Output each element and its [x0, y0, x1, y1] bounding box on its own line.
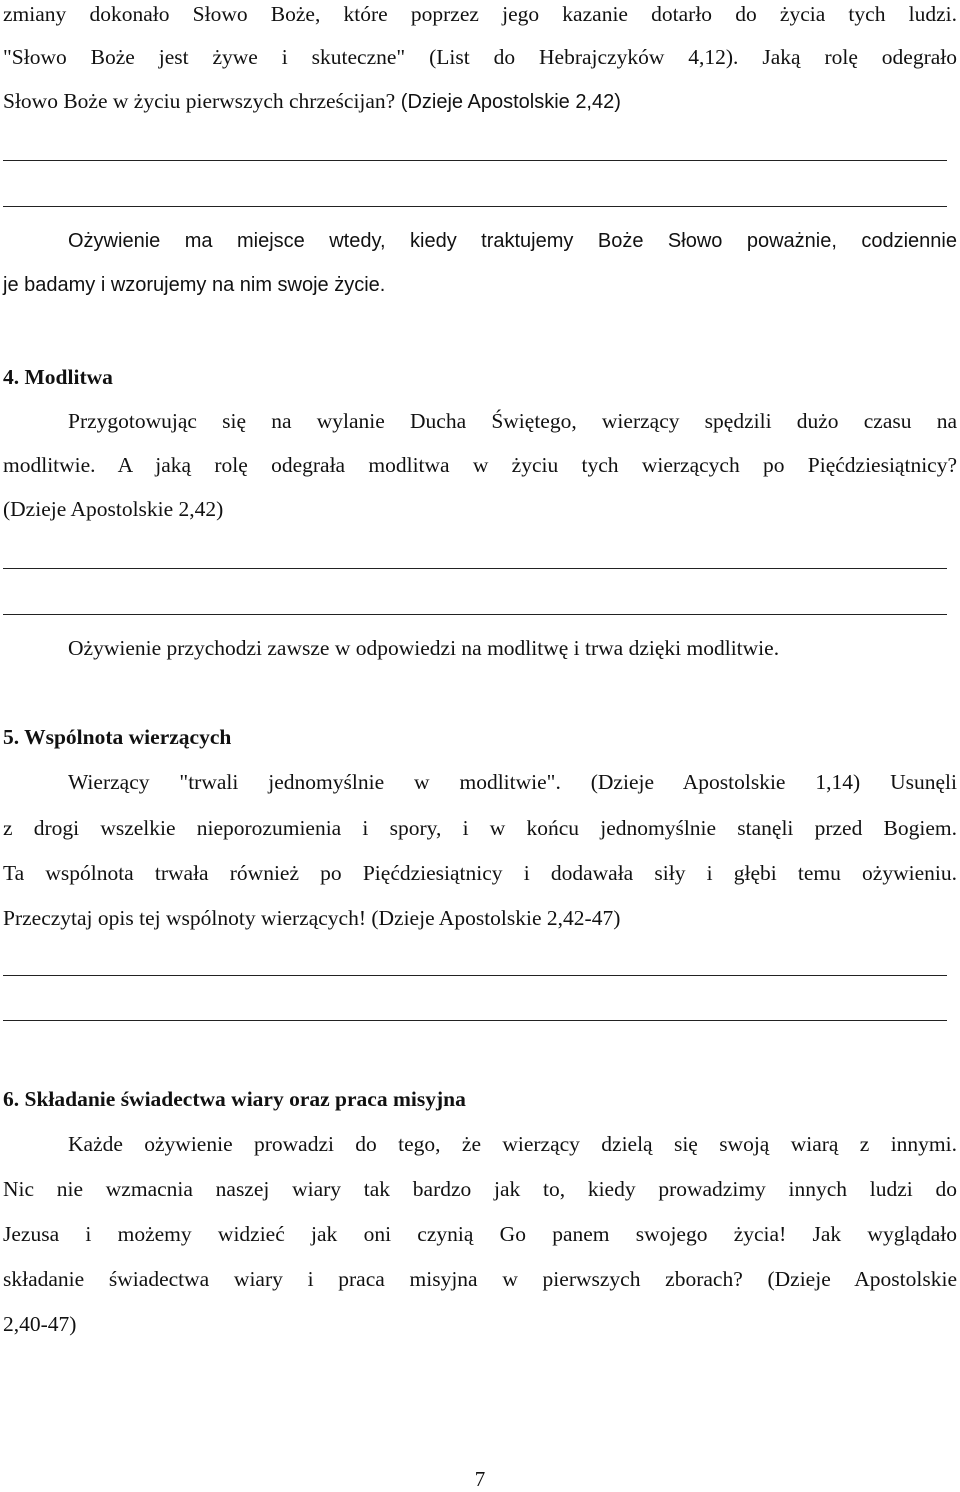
- answer-line[interactable]: [3, 160, 947, 161]
- section-6-line-5: 2,40-47): [3, 1312, 77, 1336]
- section-5-line-2: z drogi wszelkie nieporozumienia i spory, i w końcu jednomyślnie stanęli przed Bogiem.: [3, 816, 957, 840]
- section-6-line-3: Jezusa i możemy widzieć jak oni czynią Go panem swojego życia! Jak wyglądało: [3, 1222, 957, 1246]
- page-number: 7: [474, 1467, 486, 1491]
- section-6-heading: 6. Składanie świadectwa wiary oraz praca misyjna: [3, 1087, 466, 1111]
- section-5-line-4: Przeczytaj opis tej wspólnoty wierzących! (Dzieje Apostolskie 2,42-47): [3, 906, 621, 930]
- section-6-line-4: składanie świadectwa wiary i praca misyjna w pierwszych zborach? (Dzieje Apostolskie: [3, 1267, 957, 1291]
- answer-line[interactable]: [3, 568, 947, 569]
- answer-line[interactable]: [3, 1020, 947, 1021]
- intro-note-line-1: Ożywienie ma miejsce wtedy, kiedy traktujemy Boże Słowo poważnie, codziennie: [68, 230, 957, 252]
- section-5-line-3: Ta wspólnota trwała również po Pięćdziesiątnicy i dodawała siły i głębi temu ożywieniu.: [3, 861, 957, 885]
- intro-line-1: zmiany dokonało Słowo Boże, które poprzez jego kazanie dotarło do życia tych ludzi.: [3, 2, 957, 26]
- intro-question: Słowo Boże w życiu pierwszych chrześcijan?: [3, 89, 396, 113]
- section-5-line-1: Wierzący "trwali jednomyślnie w modlitwie". (Dzieje Apostolskie 1,14) Usunęli: [68, 770, 957, 794]
- intro-line-2: "Słowo Boże jest żywe i skuteczne" (List do Hebrajczyków 4,12). Jaką rolę odegrało: [3, 45, 957, 69]
- answer-line[interactable]: [3, 614, 947, 615]
- section-4-line-2: modlitwie. A jaką rolę odegrała modlitwa w życiu tych wierzących po Pięćdziesiątnicy?: [3, 453, 957, 477]
- answer-line[interactable]: [3, 206, 947, 207]
- section-4-heading: 4. Modlitwa: [3, 365, 113, 389]
- intro-reference: (Dzieje Apostolskie 2,42): [395, 91, 621, 113]
- section-4-line-3: (Dzieje Apostolskie 2,42): [3, 497, 224, 521]
- section-5-heading: 5. Wspólnota wierzących: [3, 725, 232, 749]
- section-6-line-2: Nic nie wzmacnia naszej wiary tak bardzo jak to, kiedy prowadzimy innych ludzi do: [3, 1177, 957, 1201]
- section-4-line-1: Przygotowując się na wylanie Ducha Świętego, wierzący spędzili dużo czasu na: [68, 409, 957, 433]
- section-6-line-1: Każde ożywienie prowadzi do tego, że wierzący dzielą się swoją wiarą z innymi.: [68, 1132, 957, 1156]
- intro-note-line-2: je badamy i wzorujemy na nim swoje życie.: [3, 274, 386, 296]
- section-4-note: Ożywienie przychodzi zawsze w odpowiedzi na modlitwę i trwa dzięki modlitwie.: [68, 636, 780, 660]
- intro-line-3: [3, 86, 621, 117]
- answer-line[interactable]: [3, 975, 947, 976]
